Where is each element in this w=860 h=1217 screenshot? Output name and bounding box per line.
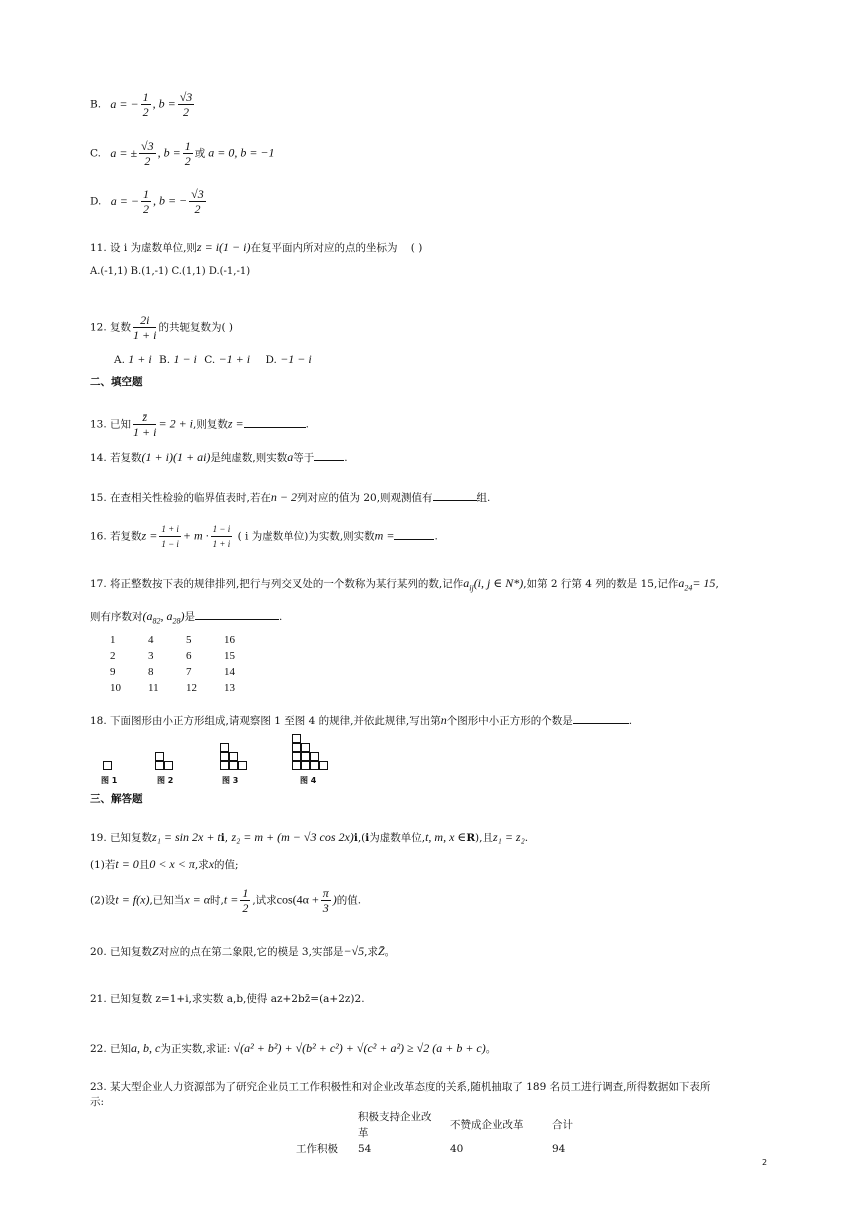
- page-number: 2: [762, 1158, 768, 1167]
- option-label: C.: [90, 147, 101, 160]
- option-value: −1 + i: [218, 352, 251, 366]
- q17-sym: a: [463, 576, 470, 590]
- answer-blank[interactable]: [195, 608, 279, 620]
- q17-pair: (a: [142, 609, 153, 623]
- q19-p1-formula-2: 0 < x < π: [149, 857, 195, 871]
- figure-caption: 图 1: [101, 776, 118, 785]
- q16-lhs: z =: [141, 528, 158, 543]
- q13-stem: 13. 已知 $\frac{z̄}{1 + i}$ = 2 + i,则复数z = .: [90, 410, 309, 439]
- grid-cell: 4: [148, 634, 154, 646]
- answer-blank[interactable]: [433, 489, 477, 501]
- q21-text-2: =(a+2z)2.: [310, 993, 365, 1005]
- q19-i: i: [353, 832, 358, 844]
- grid-cell: 15: [224, 650, 235, 662]
- table-cell: 工作积极: [296, 1143, 338, 1155]
- q19-text: 已知复数: [110, 832, 153, 844]
- option-label: D.: [90, 195, 102, 208]
- q17-text-3: 则有序数对: [90, 611, 143, 623]
- grid-cell: 12: [186, 682, 197, 694]
- q19-part-1: [90, 857, 239, 872]
- frac-denominator: 3: [322, 901, 329, 915]
- q17-sub: ij: [469, 583, 474, 593]
- figure-caption: 图 2: [157, 776, 174, 785]
- q22-stem: [90, 1041, 496, 1056]
- q20-end: 。: [384, 946, 396, 958]
- q17-line-1: 17. 将正整数按下表的规律排列,把行与列交叉处的一个数称为某行某列的数,记作$a_{ij}(i$, j ∈ N*),如第 2 行第 4 列的数是 15,记作$a_{24}= 15$,: [90, 576, 719, 593]
- option-label: B.: [159, 354, 171, 366]
- question-number: 15.: [90, 492, 107, 504]
- table-cell: 94: [552, 1143, 566, 1155]
- question-number: 17.: [90, 578, 107, 590]
- q17-line-2: 则有序数对($a_{82}$, $a_{28}$)是 .: [90, 609, 283, 626]
- q19-text-3: ),且: [475, 832, 493, 844]
- section-heading-fill-in: 二、填空题: [90, 376, 143, 388]
- q19-p1: (1)若: [90, 859, 116, 871]
- grid-cell: 13: [224, 682, 235, 694]
- section-heading-solutions: 三、解答题: [90, 793, 143, 805]
- q19-text-2: 为虚数单位,: [369, 832, 426, 844]
- q16-stem: 16. 若复数z = $\frac{1 + i}{1 - i}$ + m · $\frac{1 - i}{1 + i}$ ( i 为虚数单位)为实数,则实数m = .: [90, 524, 438, 549]
- q10-option-c: C. a = ± $\frac{√3}{2}$ , b = $\frac{1}{2}$ 或 a = 0, b = −1: [90, 139, 275, 168]
- q19-z2: z₂ = m + (m − √3 cos 2x): [231, 830, 354, 844]
- q17-sub: 24: [684, 583, 693, 593]
- q22-formula: √(a² + b²) + √(b² + c²) + √(c² + a²) ≥ √2 (a + b + c): [233, 1041, 486, 1055]
- grid-cell: 8: [148, 666, 154, 678]
- q16-var: m =: [374, 528, 395, 543]
- question-number: 21.: [90, 993, 107, 1005]
- option-value: 1 + i: [128, 352, 152, 366]
- q12-options: [114, 352, 312, 367]
- q17-set: (i, j ∈ N*): [473, 576, 524, 590]
- table-header: [290, 1109, 352, 1141]
- grid-cell: 14: [224, 666, 235, 678]
- q20-text-2: 对应的点在第二象限,它的模是 3,实部是: [158, 946, 344, 958]
- q18-var: n: [440, 713, 447, 727]
- q14-stem: 14. 若复数(1 + i)(1 + ai)是纯虚数,则实数a等于 .: [90, 450, 348, 464]
- q16-text-2: ( i 为虚数单位)为实数,则实数: [237, 530, 375, 543]
- q17-pair: ): [180, 609, 185, 623]
- question-number: 12.: [90, 321, 107, 334]
- q12-stem: [90, 313, 233, 342]
- q18-stem: 18. 下面图形由小正方形组成,请观察图 1 至图 4 的规律,并依此规律,写出第n个图形中小正方形的个数是 .: [90, 713, 633, 727]
- q19-p1-text-2: ,求: [194, 859, 209, 871]
- q14-formula: (1 + i)(1 + ai): [141, 450, 211, 464]
- question-number: 19.: [90, 832, 107, 844]
- q19-p2-text-3: ,试求: [252, 894, 277, 907]
- q22-text: 已知: [110, 1043, 132, 1055]
- frac-numerator: 1 + i: [159, 522, 181, 537]
- q17-sub: 28: [172, 616, 181, 626]
- q19-p1-text: 且: [138, 859, 150, 871]
- q10-option-d: D. a = − $\frac{1}{2}$ , b = − $\frac{√3}{2}$: [90, 187, 204, 216]
- q14-text-2: 是纯虚数,则实数: [210, 452, 288, 464]
- q19-part-2: [90, 886, 361, 915]
- q21-text: 已知复数 z=1+i,求实数 a,b,使得 az+2b: [110, 993, 305, 1005]
- q19-p2-formula-3: t =: [223, 892, 239, 907]
- q23-line-1: [90, 1080, 710, 1094]
- table-row: [106, 680, 258, 696]
- question-number: 13.: [90, 418, 107, 431]
- q19-p2-formula: t = f(x): [115, 892, 150, 907]
- q17-text-4: 是: [184, 611, 195, 623]
- q19-stem: 19. 已知复数z₁ = sin 2x + ti, z₂ = m + (m − √3 cos 2x)i,(i为虚数单位,t, m, x ∈R),且z₁ = z₂.: [90, 830, 529, 844]
- q19-p2: (2)设: [90, 894, 116, 907]
- option-label: D.: [265, 354, 277, 366]
- q19-p1-formula: t = 0: [115, 857, 139, 871]
- q22-end: 。: [485, 1043, 497, 1055]
- frac-numerator: 1 − i: [211, 522, 233, 537]
- q19-p2-text-4: 的值.: [336, 894, 362, 907]
- q17-pair: , a: [160, 609, 173, 623]
- q19-p1-text-3: 的值;: [214, 859, 239, 871]
- q19-vars: t, m, x ∈: [425, 830, 467, 844]
- q17-number-grid: [106, 632, 258, 696]
- question-number: 18.: [90, 715, 107, 727]
- q11-stem: [90, 240, 422, 255]
- q20-text: 已知复数: [110, 946, 153, 958]
- grid-cell: 1: [110, 634, 116, 646]
- q12-text: 复数: [110, 321, 132, 334]
- q21-zbar: z̄: [304, 993, 311, 1005]
- q11-options: A.(-1,1) B.(1,-1) C.(1,1) D.(-1,-1): [90, 266, 251, 277]
- table-row: [106, 664, 258, 680]
- q12-text-2: 的共轭复数为( ): [158, 321, 234, 334]
- table-header-row: [290, 1109, 579, 1141]
- table-cell: 40: [450, 1143, 464, 1155]
- frac-numerator: 1: [242, 886, 249, 900]
- q17-sym: a: [678, 576, 685, 590]
- q15-formula: n − 2: [270, 490, 297, 504]
- q11-text: 设 i 为虚数单位,则: [110, 242, 197, 254]
- q19-z1: z₁ = sin 2x + t: [152, 830, 221, 844]
- frac-denominator: 2: [242, 901, 249, 915]
- q17-sub: 82: [152, 616, 161, 626]
- q20-text-3: ,求: [364, 946, 378, 958]
- question-number: 23.: [90, 1081, 107, 1093]
- question-number: 14.: [90, 452, 107, 464]
- table-cell: 54: [358, 1143, 372, 1155]
- q19-reals: R: [466, 832, 476, 844]
- q15-stem: [90, 489, 490, 505]
- grid-cell: 9: [110, 666, 116, 678]
- q20-real: −√5: [343, 944, 365, 958]
- answer-blank[interactable]: [573, 712, 629, 724]
- or-text: 或: [194, 147, 206, 160]
- q13-text-2: ,则复数: [193, 418, 228, 431]
- q13-var: z =: [227, 416, 244, 431]
- table-header: 积极支持企业改革: [358, 1111, 432, 1139]
- frac-denominator: 1 + i: [212, 539, 231, 549]
- question-number: 11.: [90, 242, 107, 254]
- frac-denominator: 1 + i: [133, 328, 157, 342]
- grid-cell: 2: [110, 650, 116, 662]
- q15-text-2: 列对应的值为 20,则观测值有: [297, 492, 433, 504]
- figure-caption: 图 4: [300, 776, 317, 785]
- table-row: [290, 1141, 579, 1157]
- table-header: 合计: [552, 1119, 573, 1131]
- q13-text: 已知: [110, 418, 132, 431]
- option-value: 1 − i: [173, 352, 197, 366]
- q22-vars: a, b, c: [131, 1041, 161, 1055]
- q23-text: 某大型企业人力资源部为了研究企业员工工作积极性和对企业改革态度的关系,随机抽取了 189 名员工进行调查,所得数据如下表所: [110, 1081, 711, 1093]
- answer-blank[interactable]: [394, 528, 434, 540]
- q20-var-bar: Z̄: [377, 944, 385, 958]
- grid-cell: 5: [186, 634, 192, 646]
- q14-text: 若复数: [110, 452, 142, 464]
- grid-cell: 11: [148, 682, 159, 694]
- q11-formula: z = i(1 − i): [196, 240, 251, 254]
- q19-p2-close: ): [332, 892, 337, 907]
- option-label: B.: [90, 98, 102, 111]
- q19-sep: ,: [224, 832, 229, 844]
- grid-cell: 10: [110, 682, 121, 694]
- q14-text-3: 等于: [293, 452, 315, 464]
- grid-cell: 16: [224, 634, 235, 646]
- option-label: C.: [204, 354, 216, 366]
- answer-blank[interactable]: [244, 416, 306, 428]
- frac-denominator: 1 + i: [133, 425, 157, 439]
- q19-p2-formula-2: x = α: [184, 892, 211, 907]
- q19-p1-var: x: [208, 857, 215, 871]
- grid-cell: 7: [186, 666, 192, 678]
- q16-mid: + m ·: [182, 528, 209, 543]
- q19-p2-text-2: 时,: [210, 894, 224, 907]
- frac-numerator: π: [322, 886, 329, 900]
- q22-text-2: 为正实数,求证:: [160, 1043, 231, 1055]
- q23-line-2: 示:: [90, 1096, 105, 1108]
- q16-text: 若复数: [110, 530, 142, 543]
- q17-text-2: ,如第 2 行第 4 列的数是 15,记作: [523, 578, 679, 590]
- option-value: −1 − i: [280, 352, 312, 366]
- q14-var: a: [287, 450, 294, 464]
- q17-text: 将正整数按下表的规律排列,把行与列交叉处的一个数称为某行某列的数,记作: [110, 578, 464, 590]
- q21-stem: [90, 992, 365, 1006]
- q18-text: 下面图形由小正方形组成,请观察图 1 至图 4 的规律,并依此规律,写出第: [110, 715, 441, 727]
- q18-text-2: 个图形中小正方形的个数是: [446, 715, 573, 727]
- q19-eq: z₁ = z₂: [492, 830, 525, 844]
- table-row: [106, 648, 258, 664]
- table-row: [106, 632, 258, 648]
- question-number: 20.: [90, 946, 107, 958]
- q15-text-3: 组.: [476, 492, 491, 504]
- figure-caption: 图 3: [222, 776, 239, 785]
- q19-i: i: [220, 832, 225, 844]
- q19-p2-text: ,已知当: [149, 894, 185, 907]
- q23-survey-table: [290, 1109, 579, 1157]
- grid-cell: 6: [186, 650, 192, 662]
- q19-i: i: [365, 832, 370, 844]
- question-number: 22.: [90, 1043, 107, 1055]
- frac-numerator: z̄: [133, 410, 156, 425]
- answer-blank[interactable]: [314, 449, 344, 461]
- answer-paren: ( ): [410, 242, 423, 254]
- q19-paren: ,(: [357, 832, 366, 844]
- question-number: 16.: [90, 530, 107, 543]
- q19-p2-cos: cos(4α +: [276, 892, 319, 907]
- frac-denominator: 1 − i: [161, 539, 179, 549]
- table-header: 不赞成企业改革: [450, 1119, 524, 1131]
- q20-stem: [90, 944, 395, 959]
- q11-text-2: 在复平面内所对应的点的坐标为: [250, 242, 398, 254]
- q10-option-b: B. a = − $\frac{1}{2}$ , b = $\frac{√3}{2}$: [90, 90, 193, 119]
- q17-eq: = 15: [692, 576, 716, 590]
- q15-text: 在查相关性检验的临界值表时,若在: [110, 492, 271, 504]
- q20-var: Z: [152, 944, 159, 958]
- grid-cell: 3: [148, 650, 154, 662]
- q13-formula: = 2 + i: [158, 416, 194, 431]
- frac-numerator: 2i: [133, 313, 156, 328]
- option-label: A.: [114, 354, 125, 366]
